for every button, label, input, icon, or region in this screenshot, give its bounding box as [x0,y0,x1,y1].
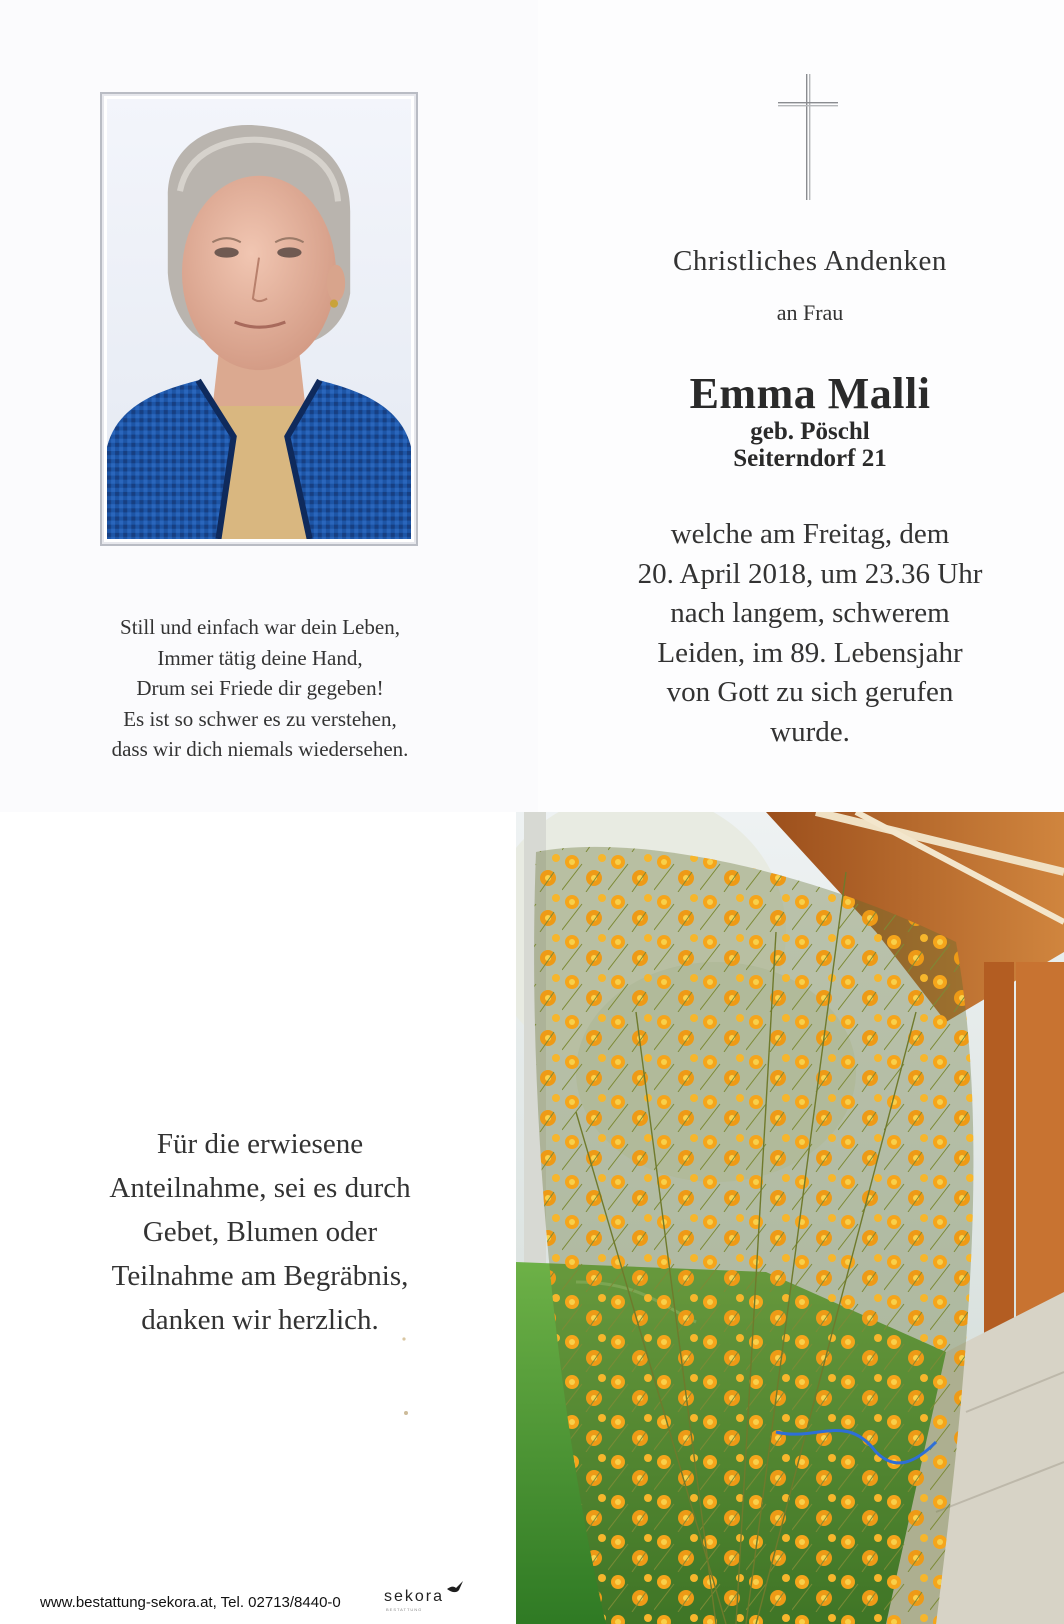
death-notice-line: 20. April 2018, um 23.36 Uhr [637,557,983,590]
death-notice-line: Leiden, im 89. Lebensjahr [657,636,963,669]
logo-text: sekora [384,1588,445,1605]
logo-subtext: BESTATTUNG [386,1607,423,1612]
poem-line: Immer tätig deine Hand, [157,645,363,670]
flower-photo [516,812,1064,1624]
death-notice [580,515,1040,752]
death-notice-line: nach langem, schwerem [670,597,950,629]
bird-icon [446,1580,464,1594]
maiden-name: geb. Pöschl [750,418,870,445]
poem [60,612,460,765]
poem-line: Es ist so schwer es zu verstehen, [123,706,397,731]
death-notice-line: wurde. [770,715,850,748]
address: Seiterndorf 21 [733,445,887,472]
thanks-line: Gebet, Blumen oder [142,1216,378,1248]
footer-contact: www.bestattung-sekora.at, Tel. 02713/8440-0 [40,1594,341,1611]
thanks-line: Für die erwiesene [156,1128,364,1160]
poem-line: dass wir dich niemals wiedersehen. [111,737,409,761]
paper-speck [400,1336,412,1416]
portrait-photo [100,92,418,546]
poem-line: Drum sei Friede dir gegeben! [136,676,384,700]
memorial-heading: Christliches Andenken [673,245,947,277]
thanks-line: danken wir herzlich. [141,1304,379,1336]
cross-icon [776,74,840,200]
sekora-logo [384,1588,444,1618]
death-notice-line: von Gott zu sich gerufen [666,676,954,708]
portrait-panel [0,0,538,812]
thanks-line: Anteilnahme, sei es durch [109,1172,411,1204]
salutation: an Frau [776,300,844,325]
deceased-name: Emma Malli [689,369,931,418]
thanks-line: Teilnahme am Begräbnis, [111,1260,409,1292]
flower-photo-image [516,812,1064,1624]
death-notice-line: welche am Freitag, dem [670,518,950,550]
poem-line: Still und einfach war dein Leben, [120,615,400,639]
thanks-text [40,1122,480,1342]
